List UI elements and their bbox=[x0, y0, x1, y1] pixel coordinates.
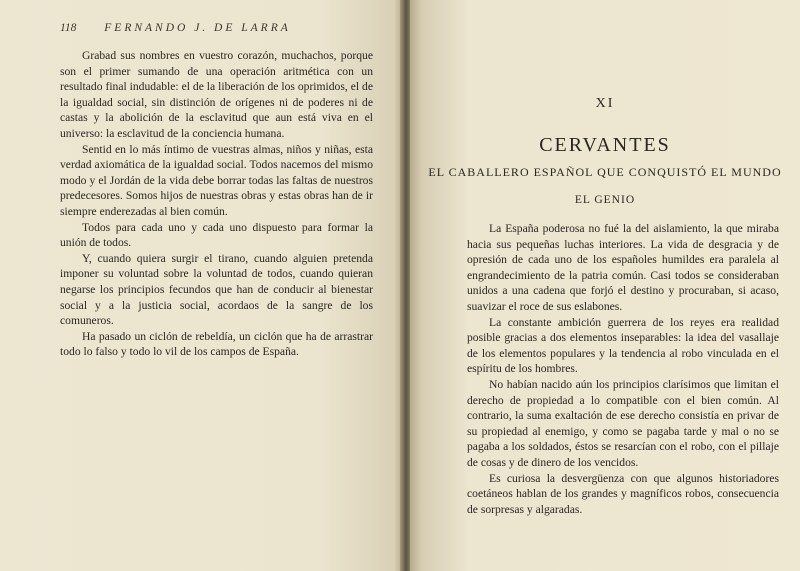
paragraph: Es curiosa la desvergüenza con que algunos historiadores coetáneos hablan de los grandes y magníficos robos, consecuencia de sorpresas y algaradas. bbox=[467, 471, 779, 516]
chapter-subtitle: EL CABALLERO ESPAÑOL QUE CONQUISTÓ EL MUNDO bbox=[428, 165, 782, 179]
paragraph: Sentid en lo más íntimo de vuestras almas, niños y niñas, esta verdad axiomática de la igualdad social. Todos nacemos del mismo modo y el Jordán de la vida debe borrar todas las faltas de nuestros predecesores. Somos hijos de nuestras obras y estas obras han de ir siempre enderezadas al bien común. bbox=[60, 142, 373, 218]
paragraph: Y, cuando quiera surgir el tirano, cuando alguien pretenda imponer su voluntad sobre la voluntad de todos, cuando quieran negarse los principios fecundos que han de conducir al bienestar social y a la justicia social, acordaos de la sangre de los comuneros. bbox=[60, 251, 373, 328]
paragraph: No habían nacido aún los principios clarísimos que limitan el derecho de propiedad a lo compatible con el bien común. Al contrario, la suma exaltación de ese derecho consistía en privar de su propiedad al enemigo, y como se pagaba tarde y mal o no se pagaba a los soldados, éstos se resarcían con el robo, con el pillaje de cosas y de dinero de los vencidos. bbox=[467, 377, 779, 469]
paragraph: La España poderosa no fué la del aislamiento, la que miraba hacia sus pequeñas luchas interiores. La vida de desgracia y de opresión de cada uno de los españoles humildes era paralela al engrandecimiento de la patria común. Casi todos se consideraban unidos a una cadena que forjó el destino y procuraban, si acaso, suavizar el roce de sus eslabones. bbox=[467, 222, 779, 313]
right-page bbox=[410, 0, 800, 571]
chapter-title: CERVANTES bbox=[539, 134, 671, 156]
chapter-number: XI bbox=[595, 96, 615, 111]
running-head-title: FERNANDO J. DE LARRA bbox=[104, 22, 291, 34]
running-header bbox=[60, 22, 291, 34]
paragraph: Ha pasado un ciclón de rebeldía, un ciclón que ha de arrastrar todo lo falso y todo lo vil de los campos de España. bbox=[60, 329, 373, 359]
left-body-text bbox=[60, 48, 373, 360]
section-heading: EL GENIO bbox=[574, 194, 636, 206]
paragraph: Todos para cada uno y cada uno dispuesto para formar la unión de todos. bbox=[60, 220, 373, 250]
right-body-text bbox=[467, 221, 779, 517]
paragraph: Grabad sus nombres en vuestro corazón, muchachos, porque son el primer sumando de una operación aritmética con un resultado final indudable: el de la liberación de los oprimidos, el de la igualdad social, sin distinción de orígenes ni de poderes ni de castas y la abolición de la esclavitud que aun está viva en el universo: la esclavitud de la conciencia humana. bbox=[60, 49, 373, 140]
page-number: 118 bbox=[60, 22, 77, 34]
paragraph: La constante ambición guerrera de los reyes era realidad posible gracias a dos elementos inseparables: la idea del vasallaje de los elementos populares y la tendencia al robo vinculada en el espíritu de los hombres. bbox=[467, 315, 779, 376]
